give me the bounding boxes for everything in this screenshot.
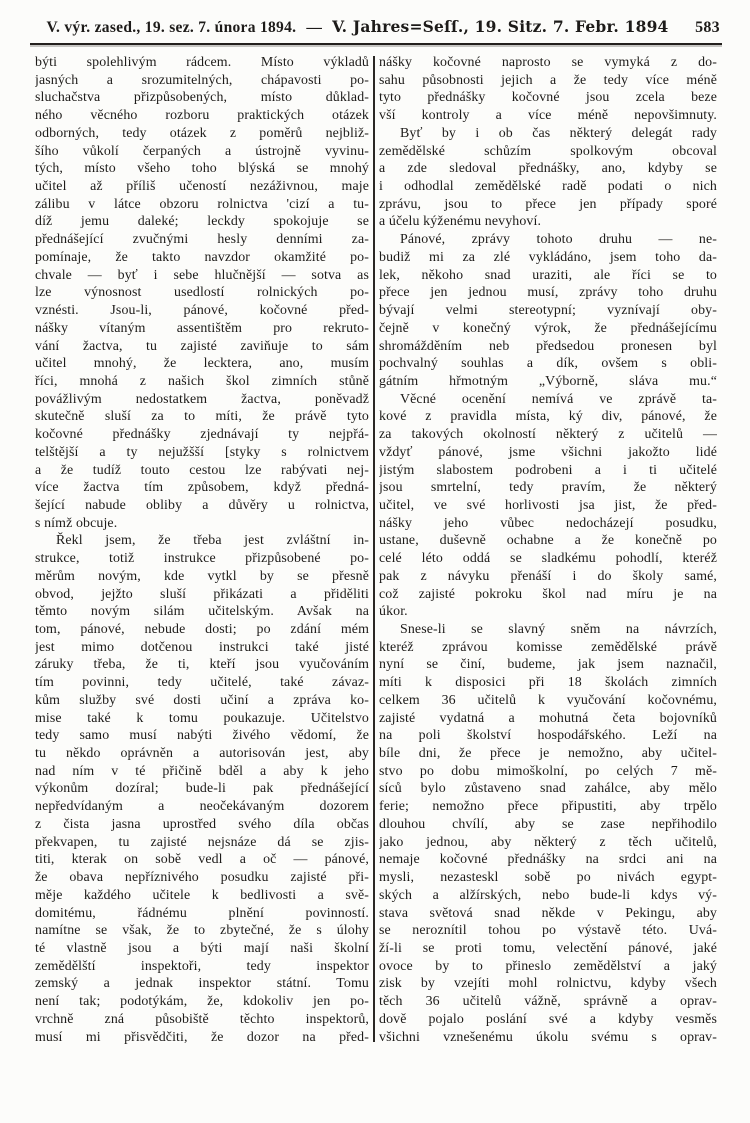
text-line: té vlastně jsou a býti mají naši školní: [35, 940, 369, 956]
text-line: kočovné přednášky zjednávají ty nejpřá-: [35, 427, 369, 443]
text-line: a že tudíž touto cestou lze rabývati nej-: [35, 462, 369, 478]
text-line: ustane, duševně ochabne a že konečně po: [379, 533, 717, 549]
text-line: nemaje kočovné přednášky na srdci ani na: [379, 852, 717, 868]
text-line: mise také k tomu poukazuje. Učitelstvo: [35, 710, 369, 726]
text-line: sluchačstva přizpůsobených, místo důklad-: [35, 90, 369, 106]
text-line: s nímž obcuje.: [35, 515, 118, 531]
text-line: což zajisté pokroku škol nad míru je na: [379, 586, 717, 602]
text-line: kové z pravidla místa, ký div, pánové, že: [379, 409, 717, 425]
text-line: zajisté vydatná a mohutná četa bojovníků: [379, 710, 717, 726]
text-line: těmto novým silám učitelským. Avšak na: [35, 604, 369, 620]
text-line: není tak; podotýkám, že, kdokoliv jen po-: [35, 994, 369, 1010]
text-line: býti spolehlivým rádcem. Místo výkladů: [35, 55, 369, 70]
text-line: zemědělští inspektoři, tedy inspektor: [35, 958, 369, 974]
text-line: vždyť pánové, jsme všichni jakožto lidé: [379, 444, 717, 460]
text-line: pochvalný souhlas a dík, ovšem s obli-: [379, 356, 717, 372]
text-line: Řekl jsem, že třeba jest zvláštní in-: [56, 533, 369, 549]
text-line: celé léto oddá se sladkému pohodlí, kteréž: [379, 551, 717, 567]
text-line: ného věcného rozboru praktických otázek: [35, 108, 369, 124]
text-line: Byť by i ob čas některý delegát rady: [400, 125, 717, 141]
header-separator: —: [306, 19, 323, 36]
text-line: tím povinni, tedy učitelé, také závaz-: [35, 675, 369, 691]
text-line: musí mi přisvědčiti, že dozor na před-: [35, 1029, 369, 1045]
left-column: [35, 54, 369, 1046]
text-line: skutečně sluší za to míti, že právě tyto: [35, 409, 369, 425]
text-line: přednášející zvučnými hesly denními za-: [35, 232, 369, 248]
header-czech-title: V. výr. zased., 19. sez. 7. února 1894.: [46, 19, 297, 36]
text-line: Snese-li se slavný sněm na návrzích,: [400, 622, 717, 637]
text-line: jistým slabostem podrobeni a i ti učitelé: [379, 462, 717, 478]
text-line: bíle dni, že přece je nemožno, aby učitel-: [379, 746, 717, 762]
column-divider: [373, 56, 375, 1042]
text-line: z čista jasna uprostřed svého díla občas: [35, 816, 369, 832]
text-line: šející nabude obliby a důvěry u rolnictva,: [35, 497, 369, 513]
text-line: se neroznítil tohou po výstavě této. Uvá-: [379, 923, 717, 939]
text-line: měrům novým, kde vytkl by se přesně: [35, 568, 369, 584]
text-line: a účelu kýženému nevyhoví.: [379, 214, 542, 230]
text-line: tu někdo oprávněn a autorisován jest, aby: [35, 746, 369, 762]
page-header: [0, 0, 750, 37]
text-line: vrchně zná působiště těchto inspektorů,: [35, 1011, 369, 1027]
text-line: Pánové, zprávy tohoto druhu — ne-: [400, 232, 717, 248]
text-line: učitel, ve své horlivosti jsa jist, že před-: [379, 497, 717, 513]
header-titles: [47, 17, 669, 37]
text-line: lze výnosnost usedlostí rolnických po-: [35, 285, 369, 301]
text-line: povážlivým nedostatkem žactva, poněvadž: [35, 391, 369, 407]
text-line: že obava nepříznivého posudku zajisté při-: [35, 870, 369, 886]
text-line: tých, místo všeho toho blýská se mnohý: [35, 161, 369, 177]
text-line: namítne se však, že to zbytečné, že s úlohy: [35, 923, 369, 939]
right-column: [379, 54, 717, 1046]
text-line: tom, pánové, nebude dosti; po zdání mém: [35, 622, 369, 637]
text-line: tyto přednášky kočovné jsou zcela beze: [379, 90, 717, 106]
text-line: čejně v konečný výrok, že přednášejícímu: [379, 320, 717, 336]
text-line: ovoce by to přineslo zemědělství a jaký: [379, 958, 717, 974]
text-line: shromážděním neb předsedou pronesen byl: [379, 338, 717, 354]
text-line: kům služby své dosti učiní a zpráva ko-: [35, 692, 369, 708]
text-line: sahu působnosti jejich a že tedy více méně: [379, 72, 717, 88]
text-line: úkor.: [379, 604, 408, 620]
text-line: ží-li se proti tomu, velectění pánové, jaké: [379, 940, 717, 956]
text-line: více žactva tím způsobem, když předná-: [35, 480, 369, 496]
text-line: tedy samo musí nabýti živého vědomí, že: [35, 728, 369, 744]
text-line: zemědělské schůzím spolkovým obcoval: [379, 143, 717, 159]
text-line: pomínaje, že takto navzdor okamžité po-: [35, 249, 369, 265]
text-line: nášky kočovné naprosto se vymyká z do-: [379, 55, 717, 70]
text-line: stvo po dobu mimoškolní, po celých 7 mě-: [379, 763, 717, 779]
text-line: jako jednou, aby některý z těch učitelů,: [379, 834, 717, 850]
text-line: nad ním v té přičině bděl a aby k jeho: [35, 763, 369, 779]
text-line: kteréž zprávou komisse zemědělské právě: [379, 639, 717, 655]
text-line: na poli školství hospodářského. Leží na: [379, 728, 717, 744]
text-line: výkonům dozíral; bude-li pak přednášející: [35, 781, 369, 797]
text-line: říci, mnohá z našich škol zimních stůně: [35, 373, 369, 389]
text-line: měje každého učitele k bedlivosti a svě-: [35, 887, 369, 903]
text-line: celkem 36 učitelů k vyučování kočovnému,: [379, 692, 717, 708]
text-line: díž jemu daleké; leckdy spokojuje se: [35, 214, 369, 230]
text-line: jasných a srozumitelných, chápavosti po-: [35, 72, 369, 88]
text-line: všichni vznešenému úkolu svému s oprav-: [379, 1029, 717, 1045]
text-line: bývají velmi stereotypní; vyznívají oby-: [379, 303, 717, 319]
text-line: budiž mi za zlé vykládáno, jsem toho da-: [379, 249, 717, 265]
text-line: dově pojalo poslání své a kdyby vesměs: [379, 1011, 717, 1027]
text-line: vší kontroly a více méně nepovšimnuty.: [379, 108, 717, 124]
text-line: přece jen jednou musí, zprávy toho druhu: [379, 285, 717, 301]
text-line: učitel mnohý, že lecktera, ano, musím: [35, 356, 369, 372]
text-line: stava světová snad někde v Pekingu, aby: [379, 905, 717, 921]
text-line: těch 36 učitelů vážně, správně a oprav-: [379, 994, 717, 1010]
text-line: obvod, jejžto sluší přikázati a přiděliti: [35, 586, 369, 602]
text-line: zálibu v látce obzoru rolnictva 'cizí a tu-: [35, 196, 369, 212]
text-line: vznésti. Jsou-li, pánové, kočovné před-: [35, 303, 369, 319]
text-line: překvapen, tu zajisté nejsnáze dá se zjis-: [35, 834, 369, 850]
text-line: nepředvídaným a neočekávaným dozorem: [35, 799, 369, 815]
text-line: zprávu, jsou to přece jen případy sporé: [379, 196, 717, 212]
text-line: titi, kterak on sobě vedl a oč — pánové,: [35, 852, 369, 868]
text-line: učitel až příliš učeností nezáživnou, maje: [35, 179, 369, 195]
text-line: jsou smrtelní, tedy pravím, že některý: [379, 480, 717, 496]
text-line: lek, někoho snad uraziti, ale říci se to: [379, 267, 717, 283]
text-line: nyní se činí, budeme, jak jsem naznačil,: [379, 657, 717, 673]
text-line: nášky jeho vůbec nedocházejí posudku,: [379, 515, 717, 531]
text-line: dlouhou chvílí, aby se zase nepřihodilo: [379, 816, 717, 832]
text-line: míti k disposici při 18 školách zimních: [379, 675, 717, 691]
text-line: zemský a jednak inspektor státní. Tomu: [35, 976, 369, 992]
text-line: zisk by vzejíti mohl rolnictvu, kdyby všech: [379, 976, 717, 992]
text-line: nášky vítaným assentištěm pro rekruto-: [35, 320, 369, 336]
text-line: domitému, řádnému plnění povinností.: [35, 905, 369, 921]
text-line: šího vůkolí čerpaných a ústrojně vyvinu-: [35, 143, 369, 159]
text-line: síců bylo zůstaveno snad zahálce, aby mělo: [379, 781, 717, 797]
text-line: gátním hřmotným „Výborně, sláva mu.“: [379, 373, 717, 389]
text-line: chvale — byť i sebe hlučnější — sotva as: [35, 267, 369, 283]
text-line: za takových okolností některý z učitelů —: [379, 427, 717, 443]
text-line: vání žactva, tu zajisté zaviňuje to sám: [35, 338, 369, 354]
text-columns: [0, 45, 750, 1046]
text-line: Věcné ocenění nemívá ve zprávě ta-: [400, 391, 717, 407]
header-german-title: V. Jahres=Seſſ., 19. Sitz. 7. Febr. 1894: [332, 17, 669, 36]
text-line: mysli, nezasteskl sobě po nivách egypt-: [379, 870, 717, 886]
text-line: odborných, tedy otázek z poměrů nejbliž-: [35, 125, 369, 141]
page-number: 583: [695, 19, 720, 36]
text-line: i odhodlal zemědělské radě podati o nich: [379, 179, 717, 195]
text-line: jest mimo dotčenou instrukci také jisté: [35, 639, 369, 655]
text-line: pak z návyku přenáší i do školy samé,: [379, 568, 717, 584]
text-line: záruky třeba, že ti, kteří jsou vyučováním: [35, 657, 369, 673]
text-line: strukce, totiž instrukce přizpůsobené po-: [35, 551, 369, 567]
text-line: ferie; nemožno přece připustiti, aby trpělo: [379, 799, 717, 815]
text-line: a zde sledoval přednášky, ano, kdyby se: [379, 161, 717, 177]
text-line: telštější a ty nejužšší [styky s rolnictvem: [35, 444, 369, 460]
text-line: ských a alžírských, nebo bude-li kdys vý-: [379, 887, 717, 903]
